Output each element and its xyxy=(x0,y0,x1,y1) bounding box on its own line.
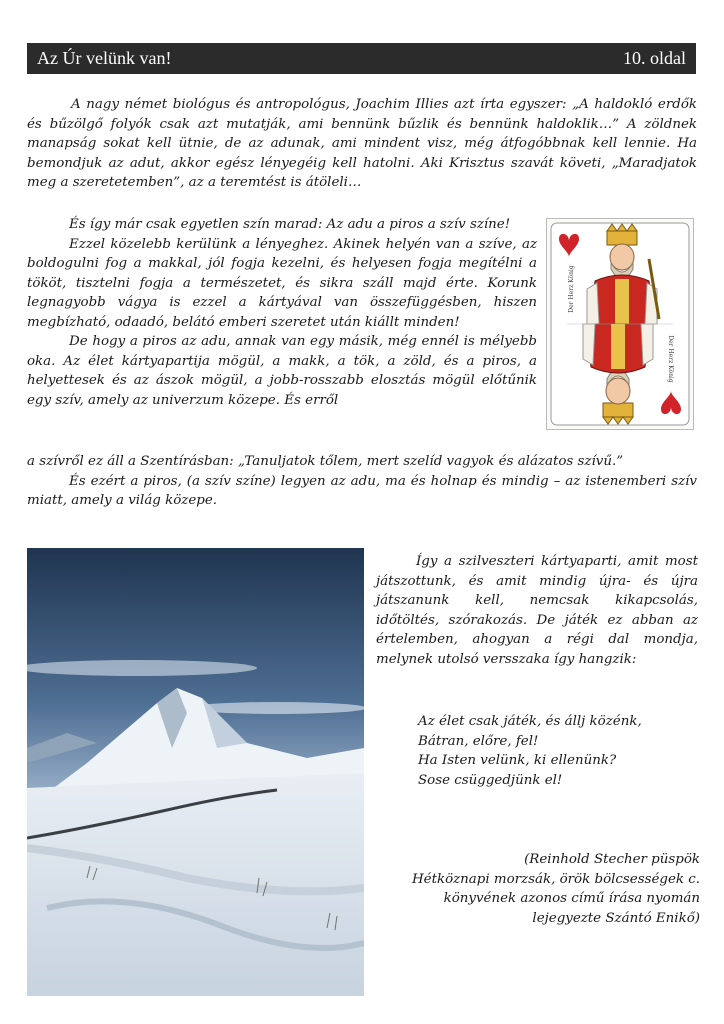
verse-line: Bátran, előre, fel! xyxy=(418,733,539,749)
heart-king-card-image xyxy=(546,218,694,430)
header-title: Az Úr velünk van! xyxy=(37,48,172,68)
page-header xyxy=(27,43,696,74)
winter-mountain-photo xyxy=(27,548,364,996)
card-section-continued xyxy=(27,452,697,511)
attribution-line: Hétköznapi morzsák, örök bölcsességek c. xyxy=(411,871,700,887)
attribution-line: könyvének azonos című írása nyomán xyxy=(443,891,700,906)
song-verse xyxy=(418,712,698,790)
attribution-line: lejegyezte Szántó Enikő) xyxy=(532,910,700,926)
section-paragraph-4: És ezért a piros, (a szív színe) legyen az adu, ma és holnap és mindig – az istenemberi szív miatt, amely a világ közepe. xyxy=(27,473,697,508)
attribution-line: (Reinhold Stecher püspök xyxy=(524,852,700,867)
right-paragraph: Így a szilveszteri kártyaparti, amit most játszottunk, és amit mindig újra- és újra játszanunk kell, nemcsak kikapcsolás, időtöltés, szórakozás. De játék ez abban az értelemben, ahogyan a régi dal mondja, melynek utolsó versszaka így hangzik: xyxy=(376,554,698,667)
intro-paragraph: A nagy német biológus és antropológus, Joachim Illies azt írta egyszer: „A haldokló erdők és bűzölgő folyók csak azt mutatják, ami bennünk bűzlik és bennünk haldoklik…” A zöldnek manapság sokat kell ütnie, de az adunak, ami mindent visz, még átfogóbbnak kell lennie. Ha bemondjuk az adut, akkor egész lényegéig kell hatolni. Aki Krisztus szavát követi, „Maradjatok meg a szeretetemben”, az a teremtést is átöleli… xyxy=(27,97,697,190)
heart-king-illustration xyxy=(547,219,693,429)
verse-line: Sose csüggedjünk el! xyxy=(418,772,563,788)
section-paragraph-1: És így már csak egyetlen szín marad: Az adu a piros a szív színe! xyxy=(69,217,511,232)
verse-line: Ha Isten velünk, ki ellenünk? xyxy=(418,753,617,768)
section-paragraph-2: Ezzel közelebb kerülünk a lényeghez. Akinek helyén van a szíve, az boldogulni fog a makkal, jól fogja kezelni, és helyesen fogja megítélni a tököt, tisztelni fogja a természetet, és sikra száll majd érte. Korunk legnagyobb vágya is ezzel a kártyával van összefüggésben, hiszen megbízható, odaadó, belátó emberi szeretet után kiállt minden! xyxy=(27,236,537,330)
page-number: 10. oldal xyxy=(623,48,686,68)
section-paragraph-3-end: a szívről ez áll a Szentírásban: „Tanuljatok tőlem, mert szelíd vagyok és alázatos szívű.” xyxy=(27,454,624,469)
right-column-text xyxy=(376,552,698,669)
card-section xyxy=(27,215,537,410)
mountain-landscape xyxy=(27,548,364,996)
section-paragraph-3: De hogy a piros az adu, annak van egy másik, még ennél is mélyebb oka. Az élet kártyapartija mögül, a makk, a tök, a zöld, és a piros, a helyettesek és az ászok mögül, a jobb-rosszabb elosztás mögül előtűnik egy szív, amely az univerzum közepe. És erről xyxy=(27,334,537,408)
attribution xyxy=(376,850,700,928)
verse-line: Az élet csak játék, és állj közénk, xyxy=(418,714,642,729)
card-caption-bottom: Der Herz König xyxy=(667,335,674,383)
card-caption-top: Der Herz König xyxy=(568,265,575,313)
